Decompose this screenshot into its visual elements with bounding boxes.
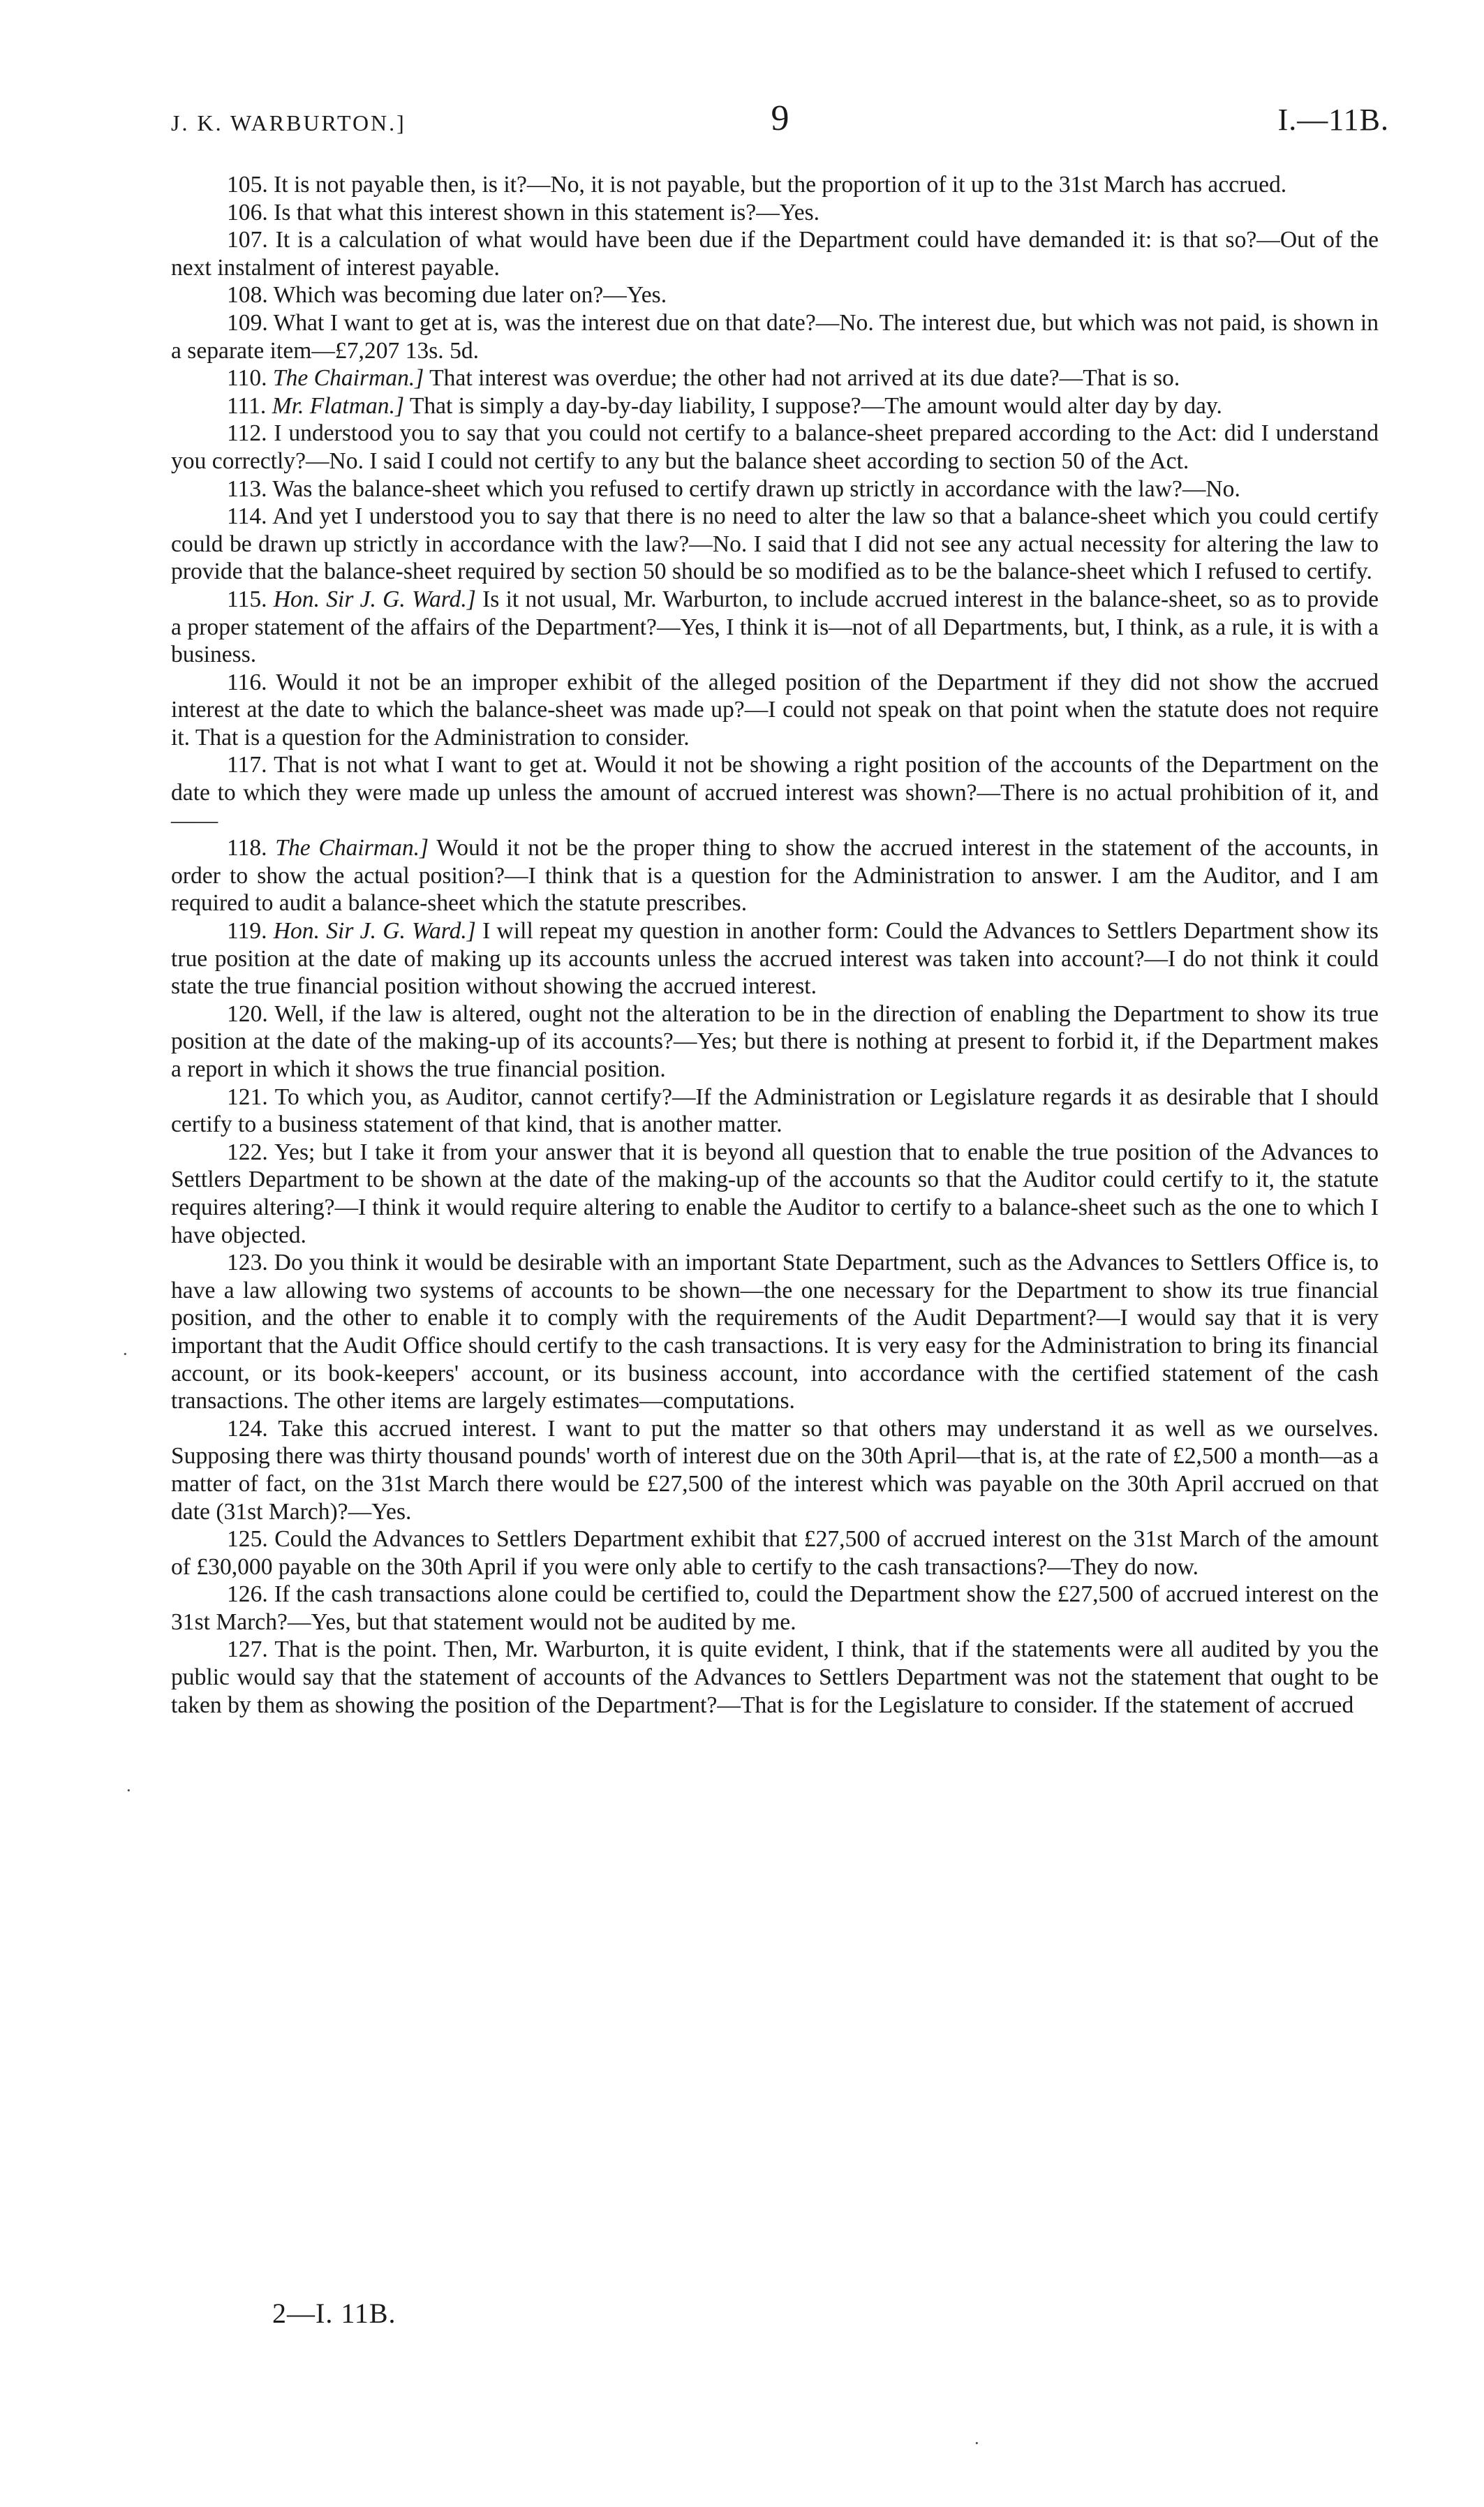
question-answer-text: That is simply a day-by-day liability, I suppose?—The amount would alter day by day. (409, 392, 1222, 419)
page-header (171, 98, 1389, 154)
question-number: 109. (227, 309, 268, 336)
question-answer-text: Could the Advances to Settlers Department exhibit that £27,500 of accrued interest on the 31st March of the amount of £30,000 payable on the 30th April if you were only able to certify to the cash transactions?—They do now. (171, 1526, 1379, 1580)
question-paragraph (171, 1084, 1379, 1139)
question-number: 111. (227, 392, 267, 419)
question-answer-text: That is not what I want to get at. Would it not be showing a right position of the accounts of the Department on the date to which they were made up unless the amount of accrued interest was shown?—There is no actual prohibition of it, and—— (171, 752, 1379, 834)
question-number: 105. (227, 172, 268, 198)
question-answer-text: Well, if the law is altered, ought not the alteration to be in the direction of enabling the Department to show its true position at the date of the making-up of its accounts?—Yes; but there is nothing at present to forbid it, if the Department makes a report in which it shows the true financial position. (171, 1000, 1379, 1082)
question-paragraph (171, 364, 1379, 392)
speaker-label: Hon. Sir J. G. Ward.] (273, 918, 476, 945)
question-number: 108. (227, 282, 268, 309)
margin-speck: · (122, 1344, 128, 1364)
question-number: 123. (227, 1250, 268, 1276)
question-paragraph (171, 1636, 1379, 1719)
page-number: 9 (771, 98, 789, 138)
question-paragraph (171, 1581, 1379, 1636)
question-answer-text: It is a calculation of what would have been due if the Department could have demanded it: is that so?—Out of the next instalment of interest payable. (171, 227, 1379, 281)
question-answer-text: That is the point. Then, Mr. Warburton, it is quite evident, I think, that if the statements were all audited by you the public would say that the statement of accounts of the Advances to Settlers Department was not the statement that ought to be taken by them as showing the position of the Department?—That is for the Legislature to consider. If the statement of accrued (171, 1636, 1379, 1718)
question-paragraph (171, 281, 1379, 309)
question-number: 107. (227, 227, 268, 253)
question-answer-text: Which was becoming due later on?—Yes. (273, 282, 667, 309)
question-paragraph (171, 309, 1379, 364)
question-number: 115. (227, 586, 267, 612)
question-number: 106. (227, 199, 268, 225)
question-answer-text: It is not payable then, is it?—No, it is not payable, but the proportion of it up to the 31st March has accrued. (274, 172, 1287, 198)
question-paragraph (171, 586, 1379, 669)
question-paragraph (171, 1525, 1379, 1581)
question-number: 112. (227, 420, 267, 447)
question-answer-text: Yes; but I take it from your answer that it is beyond all question that to enable the true position of the Advances to Settlers Department to be shown at the date of the making-up of the accounts so that the Auditor could certify to it, the statute requires altering?—I think it would require altering to enable the Auditor to certify to a balance-sheet such as the one to which I have objected. (171, 1139, 1379, 1248)
question-answer-text: Would it not be an improper exhibit of the alleged position of the Department if they did not show the accrued interest at the date to which the balance-sheet was made up?—I could not speak on that point when the statute does not require it. That is a question for the Administration to consider. (171, 669, 1379, 750)
question-answer-text: Do you think it would be desirable with an important State Department, such as the Advances to Settlers Office is, to have a law allowing two systems of accounts to be shown—the one necessary for the Department to show its true financial position, and the other to enable it to comply with the requirements of the Audit Department?—I would say that it is very important that the Audit Office should certify to the cash transactions. It is very easy for the Administration to bring its financial account, or its book-keepers' account, or its business account, into accordance with the certified statement of the cash transactions. The other items are largely estimates—computations. (171, 1250, 1379, 1414)
question-paragraph (171, 392, 1379, 420)
question-answer-text: Would it not be the proper thing to show the accrued interest in the statement of the accounts, in order to show the actual position?—I think that is a question for the Administration to answer. I am the Auditor, and I am required to audit a balance-sheet which the statute prescribes. (171, 835, 1379, 917)
question-paragraph (171, 199, 1379, 227)
question-answer-text: That interest was overdue; the other had not arrived at its due date?—That is so. (429, 365, 1180, 392)
question-paragraph (171, 669, 1379, 752)
document-reference: I.—11B. (1277, 103, 1389, 137)
question-paragraph (171, 1415, 1379, 1525)
question-paragraph (171, 1000, 1379, 1084)
question-paragraph (171, 226, 1379, 281)
question-number: 120. (227, 1000, 268, 1027)
question-answer-text: And yet I understood you to say that there is no need to alter the law so that a balance-sheet which you could certify could be drawn up strictly in accordance with the law?—No. I said that I did not see any actual necessity for altering the law to provide that the balance-sheet required by section 50 should be so modified as to be the balance-sheet which I refused to certify. (171, 503, 1379, 585)
speaker-label: The Chairman.] (272, 365, 424, 392)
question-paragraph (171, 171, 1379, 199)
question-number: 116. (227, 669, 267, 695)
running-head-witness: J. K. WARBURTON.] (171, 110, 406, 135)
printer-signature: 2—I. 11B. (272, 2298, 396, 2329)
question-number: 119. (227, 918, 267, 945)
question-answer-text: Take this accrued interest. I want to put the matter so that others may understand it as well as we ourselves. Supposing there was thirty thousand pounds' worth of interest due on the 30th April—that is, at the rate of £2,500 a month—as a matter of fact, on the 31st March there would be £27,500 of the interest which was payable on the 30th April accrued on that date (31st March)?—Yes. (171, 1415, 1379, 1525)
question-number: 117. (227, 752, 267, 778)
question-answer-text: What I want to get at is, was the interest due on that date?—No. The interest due, but which was not paid, is shown in a separate item—£7,207 13s. 5d. (171, 309, 1379, 364)
question-paragraph (171, 834, 1379, 917)
question-answer-text: Is it not usual, Mr. Warburton, to include accrued interest in the balance-sheet, so as to provide a proper statement of the affairs of the Department?—Yes, I think it is—not of all Departments, but, I think, as a rule, it is with a business. (171, 586, 1379, 668)
question-number: 118. (227, 835, 267, 861)
question-paragraph (171, 917, 1379, 1000)
question-paragraph (171, 475, 1379, 503)
margin-speck: · (126, 1780, 132, 1800)
question-number: 113. (227, 475, 267, 502)
question-answer-text: If the cash transactions alone could be certified to, could the Department show the £27,500 of accrued interest on the 31st March?—Yes, but that statement would not be audited by me. (171, 1581, 1379, 1635)
question-number: 125. (227, 1526, 268, 1553)
question-number: 122. (227, 1139, 268, 1165)
question-paragraph (171, 503, 1379, 586)
transcript-body (171, 171, 1379, 1719)
question-paragraph (171, 1139, 1379, 1249)
question-paragraph (171, 1249, 1379, 1415)
question-number: 121. (227, 1084, 268, 1110)
question-number: 124. (227, 1415, 268, 1442)
question-number: 126. (227, 1581, 268, 1608)
question-paragraph (171, 420, 1379, 475)
speaker-label: The Chairman.] (275, 835, 429, 861)
question-number: 114. (227, 503, 267, 530)
question-answer-text: Was the balance-sheet which you refused to certify drawn up strictly in accordance with the law?—No. (272, 475, 1240, 502)
speaker-label: Hon. Sir J. G. Ward.] (273, 586, 476, 612)
question-paragraph (171, 751, 1379, 834)
question-answer-text: I understood you to say that you could not certify to a balance-sheet prepared according to the Act: did I understand you correctly?—No. I said I could not certify to any but the balance sheet according to section 50 of the Act. (171, 420, 1379, 474)
margin-speck: · (974, 2433, 980, 2453)
question-answer-text: Is that what this interest shown in this statement is?—Yes. (274, 199, 820, 225)
question-answer-text: I will repeat my question in another form: Could the Advances to Settlers Department show its true position at the date of making up its accounts unless the accrued interest was taken into account?—I do not think it could state the true financial position without showing the accrued interest. (171, 918, 1379, 1000)
question-number: 127. (227, 1636, 268, 1663)
speaker-label: Mr. Flatman.] (272, 392, 405, 419)
question-number: 110. (227, 365, 267, 392)
question-answer-text: To which you, as Auditor, cannot certify?—If the Administration or Legislature regards it as desirable that I should certify to a business statement of that kind, that is another matter. (171, 1084, 1379, 1138)
